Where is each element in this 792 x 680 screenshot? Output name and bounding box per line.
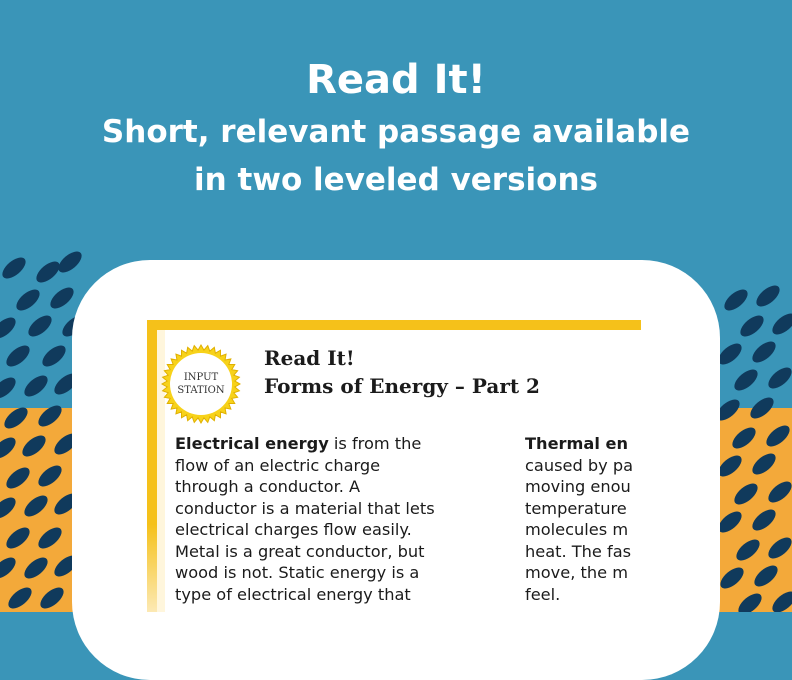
worksheet-title-line1: Read It! bbox=[264, 346, 355, 370]
worksheet-preview bbox=[147, 320, 641, 612]
decorative-dot bbox=[55, 248, 85, 277]
decorative-dot bbox=[749, 450, 779, 479]
decorative-dot bbox=[33, 258, 63, 287]
decorative-dot bbox=[0, 494, 19, 523]
decorative-dot bbox=[765, 364, 792, 393]
decorative-dot bbox=[749, 506, 779, 535]
badge-line2: STATION bbox=[177, 385, 225, 396]
headline-subtitle-line2: in two leveled versions bbox=[194, 162, 598, 198]
worksheet-title bbox=[264, 344, 540, 400]
decorative-dot bbox=[39, 342, 69, 371]
passage-right-line: feel. bbox=[525, 584, 561, 604]
decorative-dot bbox=[21, 372, 51, 401]
passage-right-line: moving enou bbox=[525, 477, 631, 496]
decorative-dot bbox=[3, 464, 33, 493]
passage-right-column bbox=[525, 433, 633, 605]
decorative-dot bbox=[35, 402, 65, 431]
passage-right-line: move, the m bbox=[525, 563, 628, 582]
decorative-dot bbox=[0, 374, 19, 403]
decorative-dot bbox=[3, 524, 33, 553]
decorative-dot bbox=[3, 342, 33, 371]
decorative-dot bbox=[0, 434, 19, 463]
decorative-dot bbox=[13, 286, 43, 315]
passage-left-line: conductor is a material that lets bbox=[175, 498, 435, 518]
decorative-dot bbox=[751, 562, 781, 591]
passage-left-line-first bbox=[175, 433, 435, 455]
headline-subtitle-line1: Short, relevant passage available bbox=[101, 114, 691, 150]
passage-left-line: flow of an electric charge bbox=[175, 455, 381, 475]
decorative-dot bbox=[765, 478, 792, 507]
decorative-dot bbox=[21, 554, 51, 583]
worksheet-title-line2: Forms of Energy – Part 2 bbox=[264, 374, 540, 398]
decorative-dot bbox=[35, 524, 65, 553]
decorative-dot bbox=[729, 424, 759, 453]
decorative-dot bbox=[747, 394, 777, 423]
decorative-dot bbox=[0, 314, 19, 343]
decorative-dot bbox=[765, 534, 792, 563]
headline-title: Read It! bbox=[306, 57, 486, 103]
passage-right-line: temperature bbox=[525, 498, 627, 518]
decorative-dot bbox=[753, 282, 783, 311]
decorative-dot bbox=[37, 584, 67, 612]
passage-left-line: Metal is a great conductor, but bbox=[175, 541, 425, 561]
decorative-dot bbox=[0, 254, 29, 283]
passage-right-line: heat. The fas bbox=[525, 541, 632, 561]
decorative-dot bbox=[35, 462, 65, 491]
decorative-dot bbox=[731, 366, 761, 395]
passage-right-line-first bbox=[525, 433, 633, 455]
decorative-dot bbox=[721, 286, 751, 315]
passage-right-line: molecules m bbox=[525, 520, 629, 539]
passage-left-column bbox=[175, 433, 435, 605]
passage-right-line: caused by pa bbox=[525, 455, 634, 475]
decorative-dot bbox=[749, 338, 779, 367]
input-station-badge-text bbox=[161, 344, 241, 424]
decorative-dot bbox=[5, 584, 35, 612]
decorative-dot bbox=[21, 492, 51, 521]
decorative-dot bbox=[25, 312, 55, 341]
decorative-dot bbox=[717, 564, 747, 593]
passage-left-line: through a conductor. A bbox=[175, 477, 361, 496]
worksheet-top-border bbox=[147, 320, 641, 330]
passage-left-line: electrical charges flow easily. bbox=[175, 520, 412, 539]
decorative-dot bbox=[769, 310, 792, 339]
worksheet-side-border bbox=[147, 320, 157, 612]
passage-right-lead: Thermal en bbox=[525, 434, 629, 453]
passage-left-lead: Electrical energy bbox=[175, 434, 329, 453]
passage-left-line1-rest: is from the bbox=[328, 434, 422, 453]
decorative-dot bbox=[733, 536, 763, 565]
decorative-dot bbox=[19, 432, 49, 461]
passage-left-line: type of electrical energy that bbox=[175, 584, 411, 604]
passage-left-line: wood is not. Static energy is a bbox=[175, 563, 420, 582]
decorative-dot bbox=[737, 312, 767, 341]
decorative-dot bbox=[0, 554, 19, 583]
decorative-dot bbox=[769, 588, 792, 612]
decorative-dot bbox=[735, 590, 765, 612]
decorative-dot bbox=[763, 422, 792, 451]
badge-line1: INPUT bbox=[183, 372, 219, 383]
headline bbox=[0, 52, 792, 204]
decorative-dot bbox=[1, 404, 31, 433]
decorative-dot bbox=[47, 284, 77, 313]
decorative-dot bbox=[731, 480, 761, 509]
